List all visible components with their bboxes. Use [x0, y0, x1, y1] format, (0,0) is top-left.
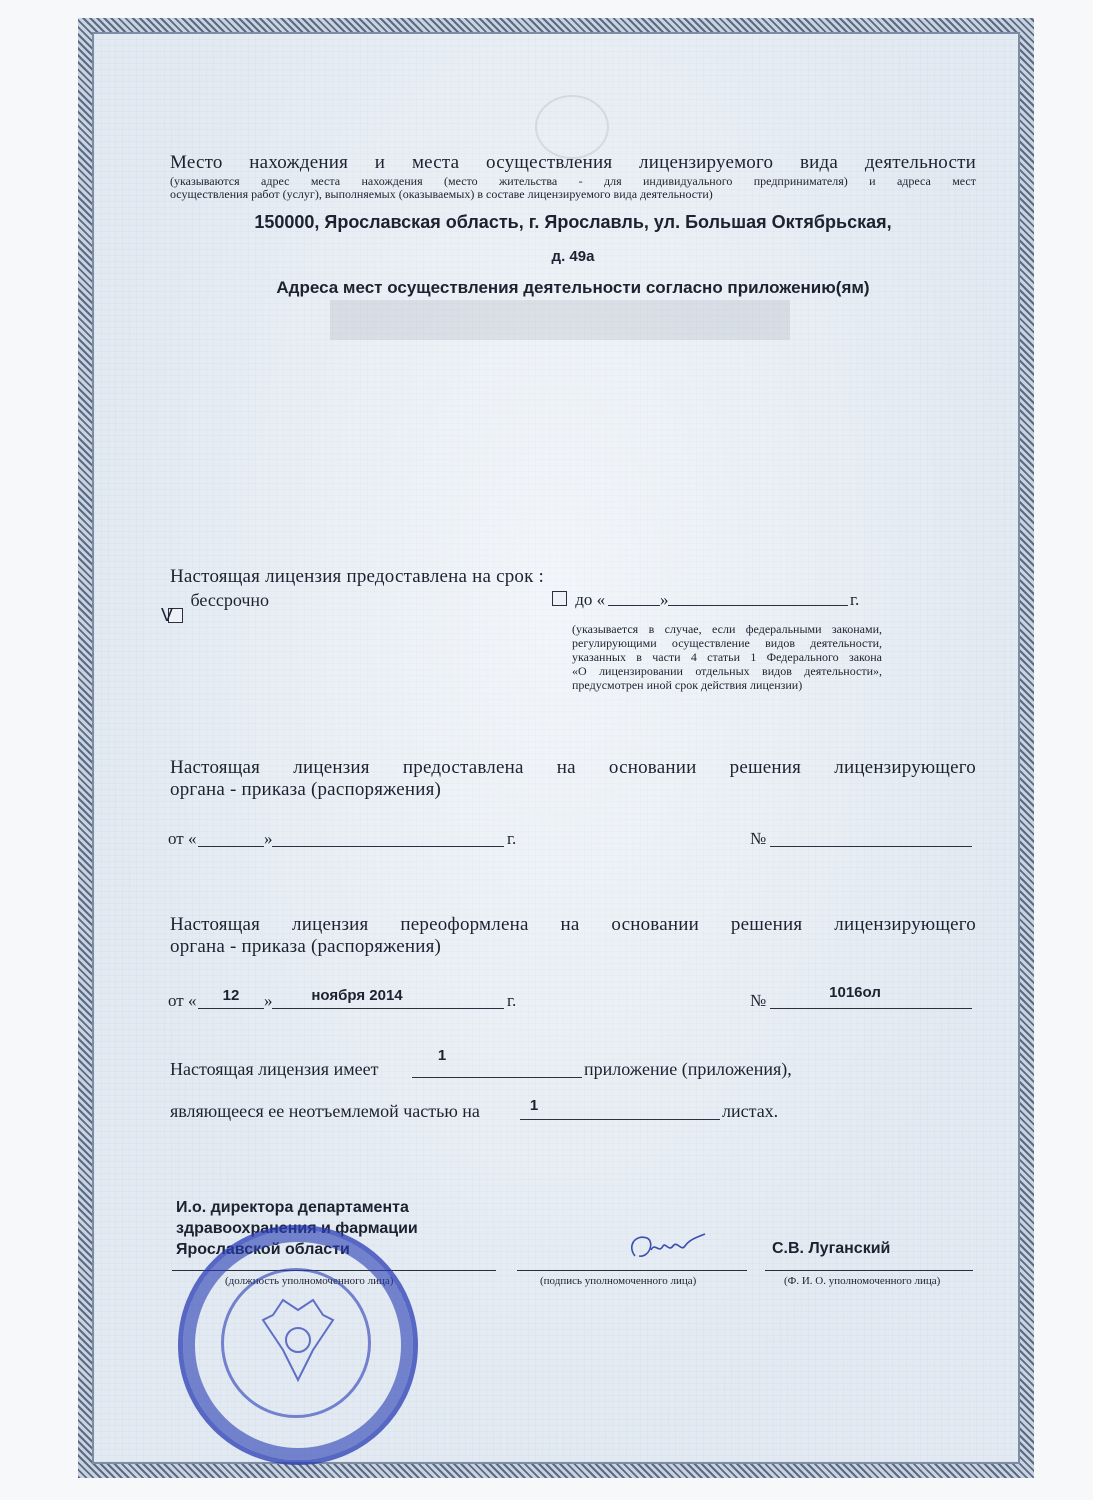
granted-from-mid: » [264, 829, 273, 848]
appendix-line2-suffix: листах. [722, 1101, 779, 1121]
term-unlimited-row [160, 590, 270, 625]
reissued-year-suffix: г. [507, 991, 517, 1010]
reverse-emblem-bleed [535, 95, 609, 159]
handwritten-signature [625, 1228, 710, 1268]
reissued-day-line [198, 1008, 264, 1009]
reissued-heading-line1: Настоящая лицензия переоформлена на основании решения лицензирующего [170, 914, 976, 935]
location-heading: Место нахождения и места осуществления лицензируемого вида деятельности [170, 152, 976, 173]
term-until-row [552, 590, 872, 612]
term-heading: Настоящая лицензия предоставлена на срок : [170, 566, 544, 587]
until-checkbox [552, 591, 567, 606]
appendix-line1-suffix: приложение (приложения), [584, 1059, 792, 1079]
position-line2: здравоохранения и фармации [176, 1220, 418, 1237]
reissued-number-sign: № [750, 991, 767, 1010]
reverse-side-bleed [330, 300, 790, 340]
granted-heading-line2: органа - приказа (распоряжения) [170, 779, 442, 800]
addresses-appendix-note: Адреса мест осуществления деятельности согласно приложению(ям) [276, 278, 870, 297]
until-suffix: г. [850, 590, 860, 609]
reissued-from-prefix: от « [168, 991, 197, 1010]
granted-number-line [770, 846, 972, 847]
appendix-line2-prefix: являющееся ее неотъемлемой частью на [170, 1101, 480, 1121]
term-note-line: указанных в части 4 статьи 1 Федерального закона [572, 650, 882, 664]
term-note-line: регулирующими осуществление видов деятельности, [572, 636, 882, 650]
official-seal [178, 1225, 418, 1465]
reissued-number-line [770, 1008, 972, 1009]
location-note-line1: (указываются адрес места нахождения (место жительства - для индивидуального предпринимателя) и адреса мест [170, 174, 976, 188]
until-day-line [608, 590, 660, 606]
until-mid: » [660, 590, 669, 609]
reissued-date-line [272, 1008, 504, 1009]
signatory-name: С.В. Луганский [772, 1240, 891, 1257]
granted-year-suffix: г. [507, 829, 517, 848]
reissued-from-mid: » [264, 991, 273, 1010]
appendix-sheets-line [520, 1119, 720, 1120]
reissued-number: 1016ол [829, 984, 881, 1001]
double-headed-eagle-icon [253, 1290, 343, 1390]
until-date-line [668, 590, 848, 606]
signature-line [517, 1270, 747, 1271]
term-note-line: «О лицензировании отдельных видов деятельности», [572, 664, 882, 678]
term-note [572, 622, 882, 692]
reissued-month-year: ноября 2014 [311, 987, 403, 1004]
reissued-day: 12 [222, 987, 240, 1004]
unlimited-label: бессрочно [190, 590, 270, 610]
location-note-line2: осуществления работ (услуг), выполняемых (оказываемых) в составе лицензируемого вида деятельности) [170, 187, 713, 201]
term-note-line: (указывается в случае, если федеральными законами, [572, 622, 882, 636]
address-line2: д. 49а [551, 248, 595, 265]
appendix-sheets: 1 [529, 1097, 539, 1114]
term-note-line: предусмотрен иной срок действия лицензии) [572, 678, 803, 692]
granted-number-sign: № [750, 829, 767, 848]
position-line3: Ярославской области [176, 1241, 350, 1258]
caption-position: (должность уполномоченного лица) [225, 1275, 394, 1287]
granted-date-line [272, 846, 504, 847]
check-mark: V [161, 605, 174, 625]
name-line [765, 1270, 973, 1271]
until-prefix: до « [575, 590, 606, 609]
granted-day-line [198, 846, 264, 847]
address-line1: 150000, Ярославская область, г. Ярославль, ул. Большая Октябрьская, [254, 212, 892, 232]
appendix-count: 1 [437, 1047, 447, 1064]
caption-name: (Ф. И. О. уполномоченного лица) [784, 1275, 941, 1287]
appendix-line1-prefix: Настоящая лицензия имеет [170, 1059, 379, 1079]
appendix-count-line [412, 1077, 582, 1078]
caption-signature: (подпись уполномоченного лица) [540, 1275, 697, 1287]
reissued-heading-line2: органа - приказа (распоряжения) [170, 936, 442, 957]
position-line1: И.о. директора департамента [176, 1199, 409, 1216]
granted-from-prefix: от « [168, 829, 197, 848]
granted-heading-line1: Настоящая лицензия предоставлена на основании решения лицензирующего [170, 757, 976, 778]
